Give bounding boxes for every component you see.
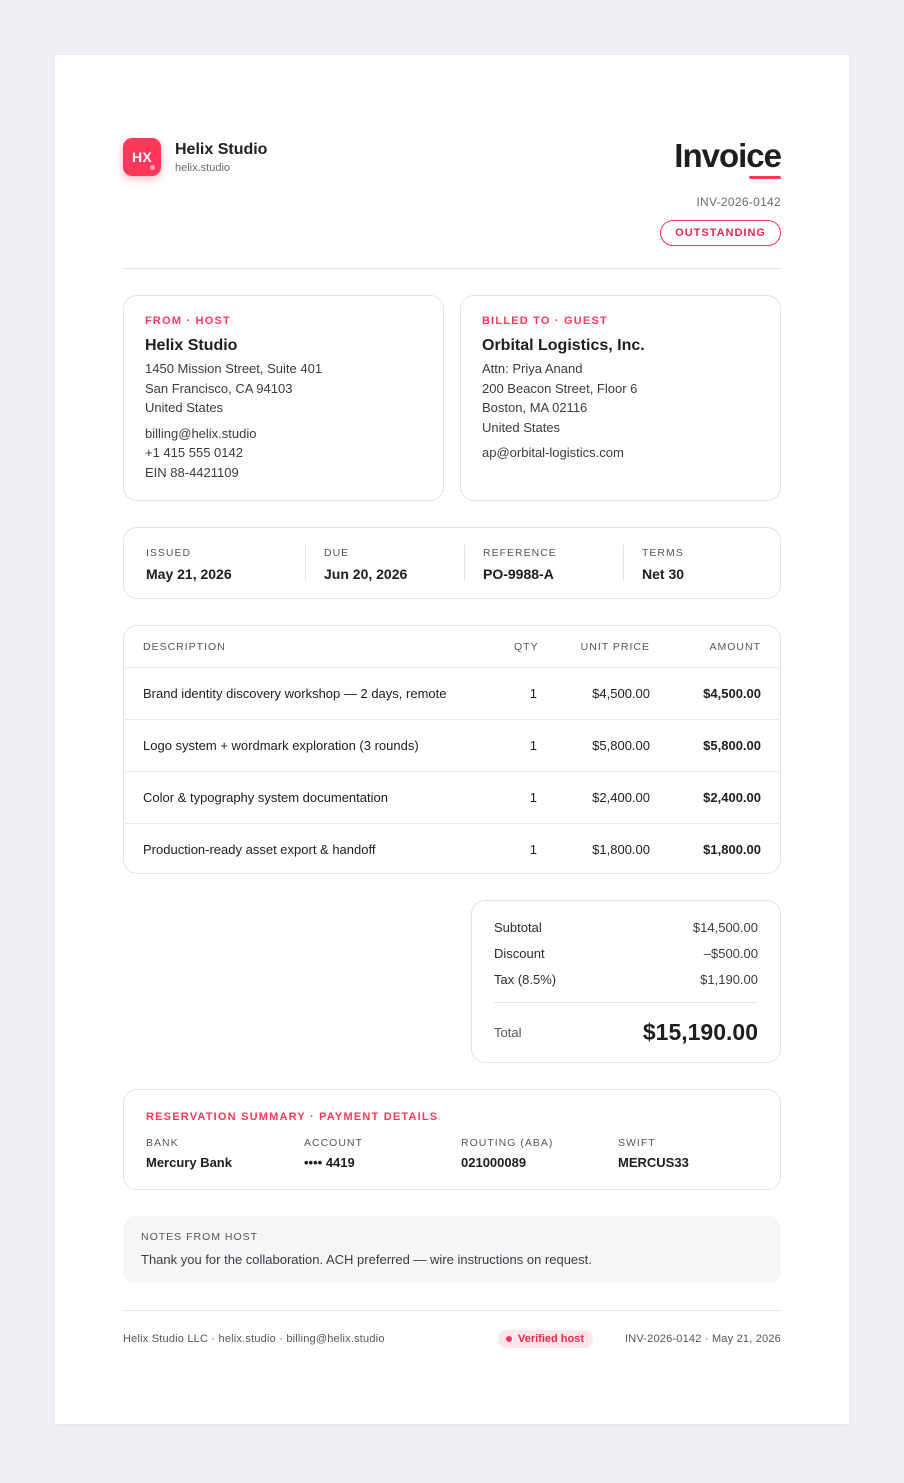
pay-label: ROUTING (ABA): [461, 1137, 554, 1149]
from-eyebrow: FROM · HOST: [145, 315, 231, 327]
brand-site[interactable]: helix.studio: [175, 162, 231, 174]
pay-value: •••• 4419: [304, 1155, 355, 1170]
address-line: 1450 Mission Street, Suite 401: [145, 361, 323, 376]
item-amount: $2,400.00: [703, 790, 761, 805]
totals-divider: [494, 1002, 758, 1003]
payment-bank: [146, 1137, 232, 1170]
address-line: United States: [145, 400, 224, 415]
brand-name: Helix Studio: [175, 141, 268, 158]
item-unit-price: $4,500.00: [592, 686, 650, 701]
meta-issued: [146, 528, 232, 598]
total-value: $15,190.00: [642, 1018, 758, 1045]
line-items-table: [123, 625, 781, 874]
notes-text: Thank you for the collaboration. ACH preferred — wire instructions on request.: [141, 1252, 592, 1267]
item-qty: 1: [529, 790, 537, 805]
item-unit-price: $5,800.00: [592, 738, 650, 753]
item-description: Color & typography system documentation: [143, 790, 388, 805]
address-line: United States: [482, 419, 561, 435]
discount-label: Discount: [494, 946, 545, 961]
meta-label: REFERENCE: [483, 547, 557, 559]
meta-terms: [642, 528, 684, 598]
payment-details-card: [123, 1089, 781, 1190]
col-header-qty: QTY: [514, 641, 539, 653]
meta-label: DUE: [324, 547, 350, 559]
address-line: 200 Beacon Street, Floor 6: [482, 380, 638, 396]
footer-company: Helix Studio LLC · helix.studio · billing@helix.studio: [123, 1333, 385, 1345]
table-row: [124, 823, 780, 874]
item-qty: 1: [529, 842, 537, 857]
invoice-page: [55, 55, 849, 1424]
item-amount: $5,800.00: [703, 738, 761, 753]
item-description: Logo system + wordmark exploration (3 rounds): [143, 738, 419, 753]
item-description: Brand identity discovery workshop — 2 days, remote: [143, 686, 447, 701]
col-header-description: DESCRIPTION: [143, 641, 226, 653]
meta-value: May 21, 2026: [146, 566, 232, 582]
item-description: Production-ready asset export & handoff: [143, 842, 376, 857]
payment-account: [304, 1137, 363, 1170]
meta-divider: [305, 545, 306, 581]
discount-value: –$500.00: [703, 946, 758, 961]
logo-dot: [150, 165, 155, 170]
item-amount: $1,800.00: [703, 842, 761, 857]
header-divider: [123, 268, 781, 269]
subtotal-value: $14,500.00: [692, 920, 758, 935]
meta-divider: [623, 545, 624, 581]
from-address: [145, 359, 422, 418]
invoice-number: INV-2026-0142: [696, 195, 781, 209]
item-unit-price: $2,400.00: [592, 790, 650, 805]
to-email[interactable]: ap@orbital-logistics.com: [482, 445, 624, 460]
table-row: [124, 771, 780, 823]
pay-value: Mercury Bank: [146, 1155, 232, 1170]
item-qty: 1: [529, 738, 537, 753]
table-row: [124, 719, 780, 771]
item-unit-price: $1,800.00: [592, 842, 650, 857]
brand-logo-text: HX: [131, 149, 153, 165]
subtotal-row: [494, 920, 758, 935]
status-text: OUTSTANDING: [675, 227, 766, 239]
address-line: Attn: Priya Anand: [482, 361, 583, 376]
item-qty: 1: [529, 686, 537, 701]
badge-text: Verified host: [518, 1333, 585, 1345]
billed-to-card: [460, 295, 781, 501]
item-amount: $4,500.00: [703, 686, 761, 701]
notes-label: NOTES FROM HOST: [141, 1231, 259, 1243]
from-name: Helix Studio: [145, 337, 238, 354]
col-header-amount: AMOUNT: [709, 641, 761, 653]
footer-divider: [123, 1310, 781, 1311]
meta-due: [324, 528, 407, 598]
address-line: San Francisco, CA 94103: [145, 380, 293, 396]
pay-value: MERCUS33: [618, 1155, 689, 1170]
footer-invoice-ref: INV-2026-0142 · May 21, 2026: [624, 1333, 781, 1345]
total-row: [494, 1015, 758, 1049]
to-contact: [482, 443, 759, 463]
meta-value: PO-9988-A: [483, 566, 554, 582]
total-label: Total: [494, 1024, 522, 1040]
totals-card: [471, 900, 781, 1063]
meta-divider: [464, 545, 465, 581]
to-address: [482, 359, 759, 437]
col-header-unit-price: UNIT PRICE: [580, 641, 650, 653]
invoice-meta: [123, 527, 781, 599]
from-phone[interactable]: +1 415 555 0142: [145, 445, 243, 460]
from-card: [123, 295, 444, 501]
subtotal-label: Subtotal: [494, 920, 542, 935]
verified-dot-icon: [506, 1336, 512, 1342]
from-email[interactable]: billing@helix.studio: [145, 425, 257, 441]
brand-logo: [123, 138, 161, 176]
table-row: [124, 667, 780, 719]
meta-value: Jun 20, 2026: [324, 566, 408, 582]
from-ein: EIN 88-4421109: [145, 464, 239, 480]
meta-value: Net 30: [642, 566, 685, 582]
tax-row: [494, 972, 758, 987]
payment-swift: [618, 1137, 689, 1170]
pay-label: ACCOUNT: [304, 1137, 363, 1149]
tax-value: $1,190.00: [700, 972, 758, 987]
payment-routing: [461, 1137, 553, 1170]
from-contact: [145, 424, 422, 483]
payment-eyebrow: RESERVATION SUMMARY · PAYMENT DETAILS: [146, 1111, 439, 1123]
notes-box: [123, 1216, 781, 1283]
pay-label: BANK: [146, 1137, 179, 1149]
meta-label: TERMS: [642, 547, 684, 559]
meta-label: ISSUED: [146, 547, 192, 559]
invoice-title: Invoice: [674, 137, 781, 174]
tax-label: Tax (8.5%): [494, 972, 557, 987]
discount-row: [494, 946, 758, 961]
address-line: Boston, MA 02116: [482, 400, 588, 415]
verified-host-badge: [498, 1330, 593, 1348]
title-underline: [749, 176, 781, 179]
pay-value: 021000089: [461, 1155, 527, 1170]
to-name: Orbital Logistics, Inc.: [482, 337, 645, 354]
to-eyebrow: BILLED TO · GUEST: [482, 315, 608, 327]
status-badge: [660, 220, 781, 246]
meta-reference: [483, 528, 557, 598]
pay-label: SWIFT: [618, 1137, 656, 1149]
